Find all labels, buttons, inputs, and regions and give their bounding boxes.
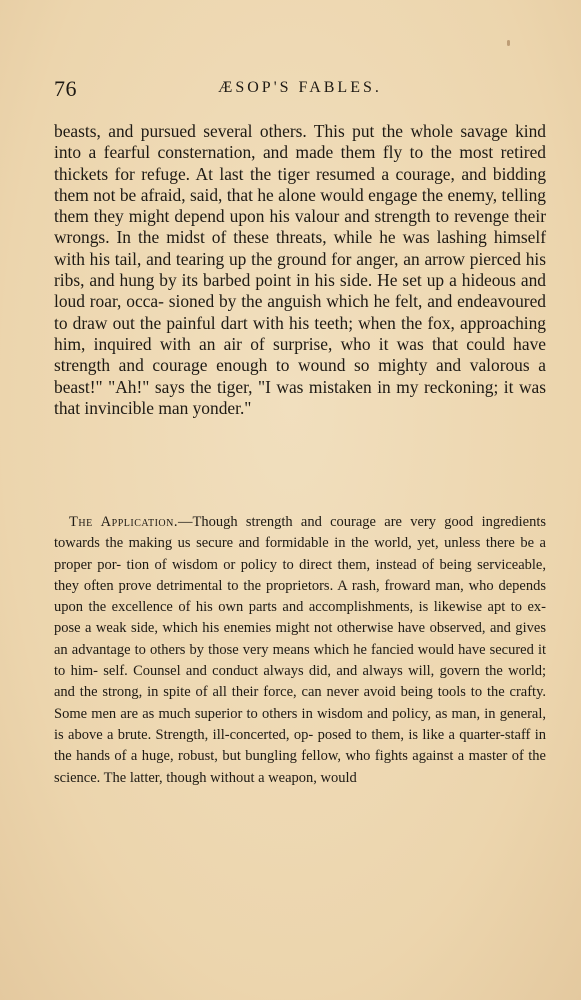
- text-line: his own parts and accomplishments, is likewise apt to ex-: [195, 599, 547, 616]
- application-paragraph: [54, 512, 546, 789]
- text-line: with his tail, and tearing up the ground for anger, an: [54, 248, 420, 269]
- text-line: my reckoning; it was that invincible man yonder.": [54, 376, 546, 418]
- text-line: midst of these threats, while he was lashing himself: [166, 227, 546, 248]
- text-line: valour and strength to revenge their wrongs. In the: [54, 206, 547, 248]
- text-line: have observed, and gives an advantage to others by those: [54, 620, 546, 658]
- text-line: arrow pierced his ribs, and hung by its barbed point: [54, 248, 546, 291]
- application-label: The Application.: [69, 514, 178, 530]
- fable-paragraph: [54, 121, 546, 419]
- page-header: [54, 76, 546, 100]
- text-line: tion of wisdom or policy to direct them, instead of being: [126, 556, 472, 573]
- text-line: in general, is above a brute. Strength, ill-concerted, op-: [54, 705, 546, 743]
- text-line: can never avoid being tools to the crafty. Some men are: [54, 684, 547, 722]
- text-line: very means which he fancied would have secured it to him-: [54, 641, 547, 680]
- text-line: serviceable, they often prove detrimental to the proprietors.: [54, 556, 546, 594]
- running-title: ÆSOP'S FABLES.: [218, 79, 382, 96]
- text-line: beast!" "Ah!" says the tiger, "I was mistaken in: [54, 376, 391, 397]
- text-line: to draw out the painful dart with his teeth; when: [54, 312, 396, 333]
- text-line: the science. The latter, though without a weapon, would: [54, 748, 546, 786]
- text-line: pose a weak side, which his enemies might not otherwise: [54, 620, 394, 637]
- text-line: formidable in the world, yet, unless there be a proper por-: [54, 535, 546, 573]
- text-line: made them fly to the most retired thickets for refuge.: [54, 142, 546, 184]
- text-line: At last the tiger resumed a courage, and bidding: [195, 163, 547, 184]
- text-line: the enemy, telling them they might depend upon his: [54, 184, 546, 227]
- application-section: [54, 512, 546, 789]
- text-line: as much superior to others in wisdom and policy, as man,: [142, 705, 481, 722]
- text-line: self. Counsel and conduct always did, and always will,: [103, 663, 435, 680]
- text-line: whole savage kind into a fearful consternation, and: [54, 121, 546, 163]
- paper-blemish: [507, 40, 510, 46]
- text-line: A rash, froward man, who depends upon the excellence of: [54, 577, 547, 616]
- text-line: posed to them, is like a quarter-staff in the hands of a huge,: [54, 726, 546, 765]
- text-line: in his side. He set up a hideous and loud roar, occa-: [54, 270, 546, 312]
- text-line: govern the world; and the strong, in spite of all their force,: [54, 663, 547, 701]
- text-line: the fox, approaching him, inquired with an air of: [54, 312, 546, 354]
- text-line: very good ingredients towards the making us secure and: [54, 514, 547, 552]
- page-number: 76: [54, 76, 77, 101]
- fable-text: [54, 121, 546, 419]
- text-line: robust, but bungling fellow, who fights against a master of: [178, 748, 524, 765]
- text-line: —Though strength and courage are: [178, 514, 402, 530]
- text-line: surprise, who it was that could have strength and: [54, 333, 546, 376]
- text-line: courage enough to wound so mighty and valorous a: [152, 355, 546, 376]
- text-line: them not be afraid, said, that he alone would engage: [54, 184, 418, 205]
- text-line: beasts, and pursued several others. This put the: [54, 121, 404, 141]
- text-line: sioned by the anguish which he felt, and endeavoured: [168, 291, 546, 312]
